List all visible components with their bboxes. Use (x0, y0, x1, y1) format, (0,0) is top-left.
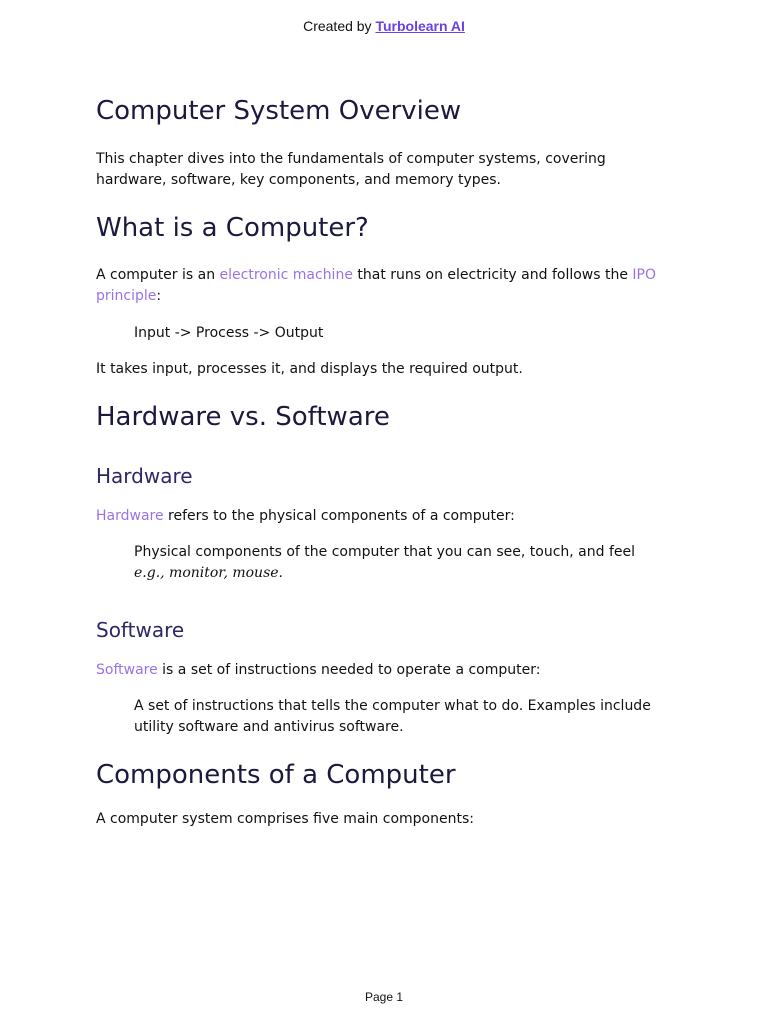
components-text: A computer system comprises five main components: (96, 810, 474, 827)
hardware-example-math: e.g., monitor, mouse. (134, 564, 283, 581)
hardware-text: refers to the physical components of a computer: (163, 507, 515, 524)
header-prefix: Created by (303, 18, 376, 34)
hardware-paragraph (96, 506, 676, 527)
what-is-text-mid: that runs on electricity and follows the (352, 267, 633, 284)
title-what-is-computer: What is a Computer? (96, 213, 369, 244)
turbolearn-link[interactable]: Turbolearn AI (375, 18, 465, 34)
what-is-summary: It takes input, processes it, and displays the required output. (96, 361, 523, 378)
electronic-machine-link[interactable]: electronic machine (219, 267, 353, 284)
software-text: is a set of instructions needed to operate a computer: (157, 661, 541, 678)
what-is-text-start: A computer is an (96, 267, 220, 284)
hardware-quote: Physical components of the computer that you can see, touch, and feel (134, 543, 635, 560)
hardware-link[interactable]: Hardware (96, 507, 164, 524)
title-hardware: Hardware (96, 463, 193, 488)
title-hardware-vs-software: Hardware vs. Software (96, 402, 390, 433)
ipo-principle-link[interactable]: IPO principle (96, 267, 657, 305)
what-is-text-end: : (156, 288, 162, 305)
page-number: Page 1 (364, 990, 404, 1004)
page-header (0, 18, 768, 34)
overview-text: This chapter dives into the fundamentals of computer systems, covering hardware, software, key components, and memory types. (96, 151, 606, 189)
software-link[interactable]: Software (96, 661, 158, 678)
what-is-paragraph (96, 265, 676, 307)
software-paragraph (96, 660, 676, 681)
title-components: Components of a Computer (96, 759, 456, 790)
title-overview: Computer System Overview (96, 96, 462, 126)
software-quote: A set of instructions that tells the computer what to do. Examples include utility software and antivirus software. (134, 697, 651, 735)
title-software: Software (96, 617, 185, 642)
document-content (96, 96, 676, 830)
ipo-quote: Input -> Process -> Output (134, 325, 324, 342)
